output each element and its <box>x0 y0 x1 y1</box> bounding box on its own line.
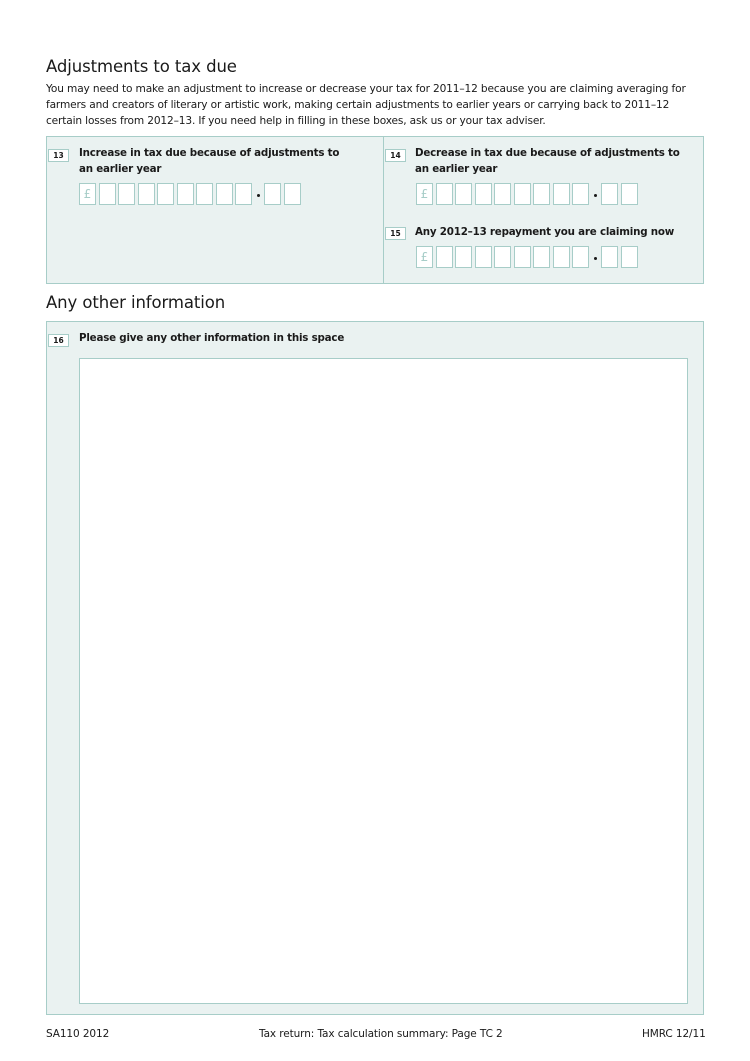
adjustments-heading: Adjustments to tax due <box>46 57 237 76</box>
digit-box[interactable] <box>475 246 492 268</box>
box-15-amount-field[interactable] <box>416 246 641 268</box>
digit-box[interactable] <box>533 246 550 268</box>
digit-box[interactable] <box>455 246 472 268</box>
box-14-number: 14 <box>385 149 406 162</box>
digit-box[interactable] <box>455 183 472 205</box>
box-16-number: 16 <box>48 334 69 347</box>
pound-sign: £ <box>79 183 96 205</box>
digit-box[interactable] <box>494 246 511 268</box>
adjustments-panel <box>46 136 704 284</box>
digit-box[interactable] <box>216 183 233 205</box>
digit-box[interactable] <box>494 183 511 205</box>
pence-box[interactable] <box>601 246 618 268</box>
digit-box[interactable] <box>436 183 453 205</box>
digit-box[interactable] <box>553 183 570 205</box>
pence-box[interactable] <box>601 183 618 205</box>
footer-version: HMRC 12/11 <box>642 1028 706 1040</box>
box-13-number: 13 <box>48 149 69 162</box>
digit-box[interactable] <box>436 246 453 268</box>
digit-box[interactable] <box>138 183 155 205</box>
decimal-point <box>594 194 597 197</box>
box-13-amount-field[interactable] <box>79 183 304 205</box>
decimal-point <box>594 257 597 260</box>
box-15-number: 15 <box>385 227 406 240</box>
digit-box[interactable] <box>235 183 252 205</box>
panel-divider <box>383 137 384 283</box>
other-info-textarea[interactable] <box>79 358 688 1004</box>
digit-box[interactable] <box>99 183 116 205</box>
digit-box[interactable] <box>196 183 213 205</box>
digit-box[interactable] <box>572 183 589 205</box>
digit-box[interactable] <box>553 246 570 268</box>
footer-form-code: SA110 2012 <box>46 1028 110 1040</box>
decimal-point <box>257 194 260 197</box>
digit-box[interactable] <box>157 183 174 205</box>
box-14-label <box>415 146 680 177</box>
digit-box[interactable] <box>475 183 492 205</box>
box-14-label-line2: an earlier year <box>415 162 498 175</box>
box-13-label <box>79 146 339 177</box>
pound-sign: £ <box>416 183 433 205</box>
digit-box[interactable] <box>533 183 550 205</box>
box-13-label-line2: an earlier year <box>79 162 162 175</box>
footer-page-title: Tax return: Tax calculation summary: Page TC 2 <box>259 1028 503 1040</box>
digit-box[interactable] <box>177 183 194 205</box>
box-13-label-line1: Increase in tax due because of adjustments to <box>79 147 340 159</box>
box-14-amount-field[interactable] <box>416 183 641 205</box>
other-info-heading: Any other information <box>46 293 226 312</box>
box-16-label: Please give any other information in this space <box>79 332 345 344</box>
pence-box[interactable] <box>621 246 638 268</box>
digit-box[interactable] <box>514 183 531 205</box>
digit-box[interactable] <box>572 246 589 268</box>
box-14-label-line1: Decrease in tax due because of adjustments to <box>415 147 680 159</box>
digit-box[interactable] <box>514 246 531 268</box>
pence-box[interactable] <box>621 183 638 205</box>
digit-box[interactable] <box>118 183 135 205</box>
adjustments-intro: You may need to make an adjustment to increase or decrease your tax for 2011–12 because you are claiming averaging for farmers and creators of literary or artistic work, making certain adjustments to earlier years or carrying back to 2011–12 certain losses from 2012–13. If you need help in filling in these boxes, ask us or your tax adviser. <box>46 83 686 128</box>
pence-box[interactable] <box>284 183 301 205</box>
box-15-label: Any 2012–13 repayment you are claiming now <box>415 226 675 238</box>
pence-box[interactable] <box>264 183 281 205</box>
pound-sign: £ <box>416 246 433 268</box>
